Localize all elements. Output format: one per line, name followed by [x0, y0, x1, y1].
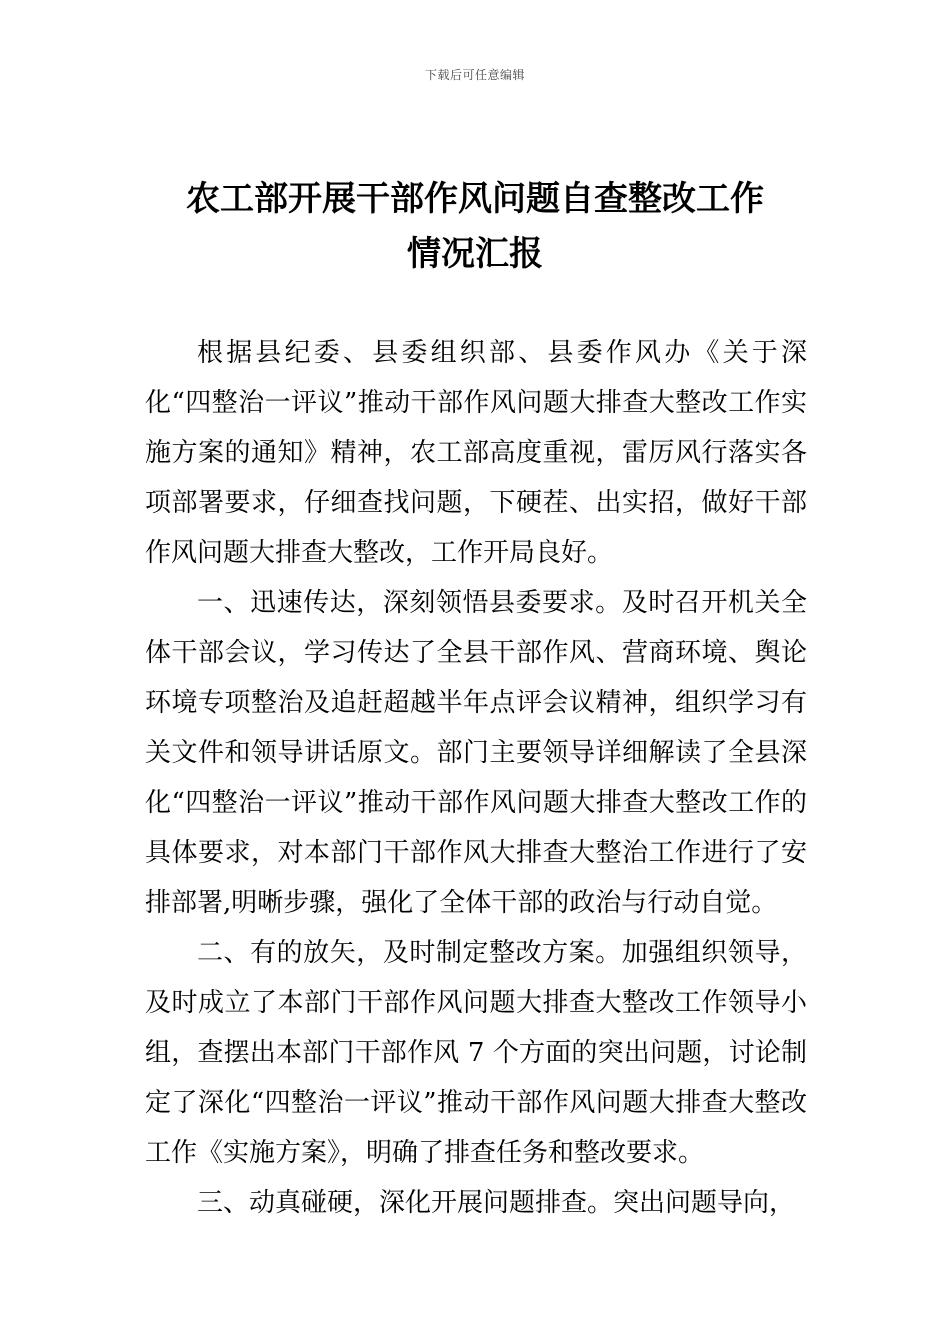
title-line-2: 情况汇报 — [407, 234, 543, 274]
title-line-1: 农工部开展干部作风问题自查整改工作 — [186, 179, 764, 219]
paragraph-section-2: 二、有的放矢，及时制定整改方案。加强组织领导，及时成立了本部门干部作风问题大排查大整改工作领导小组，查摆出本部门干部作风 7 个方面的突出问题，讨论制定了深化“四整治一评议”推动干部作风问题大排查大整改工作《实施方案》，明确了排查任务和整改要求。 — [145, 938, 807, 1168]
paragraph-section-1: 一、迅速传达，深刻领悟县委要求。及时召开机关全体干部会议，学习传达了全县干部作风、营商环境、舆论环境专项整治及追赶超越半年点评会议精神，组织学习有关文件和领导讲话原文。部门主要领导详细解读了全县深化“四整治一评议”推动干部作风问题大排查大整改工作的具体要求，对本部门干部作风大排查大整治工作进行了安排部署,明晰步骤，强化了全体干部的政治与行动自觉。 — [145, 588, 807, 918]
document-title — [140, 172, 810, 282]
header-note: 下载后可任意编辑 — [424, 68, 525, 82]
document-body — [145, 328, 807, 1228]
paragraph-section-3: 三、动真碰硬，深化开展问题排查。突出问题导向， — [197, 1188, 796, 1218]
paragraph-intro: 根据县纪委、县委组织部、县委作风办《关于深化“四整治一评议”推动干部作风问题大排查大整改工作实施方案的通知》精神，农工部高度重视，雷厉风行落实各项部署要求，仔细查找问题，下硬茬、出实招，做好干部作风问题大排查大整改，工作开局良好。 — [145, 338, 807, 568]
